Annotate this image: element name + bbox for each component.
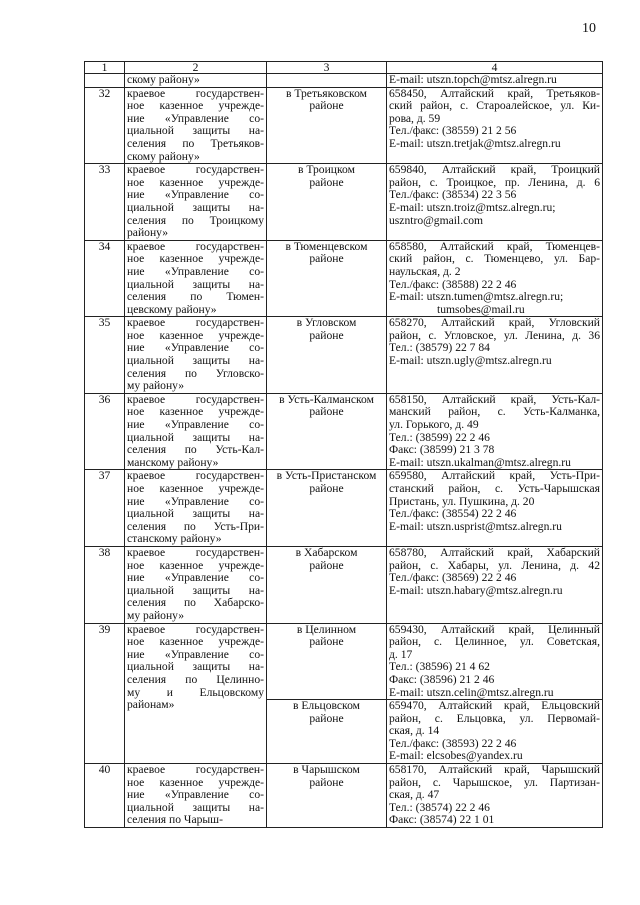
institution-name: [125, 393, 267, 470]
name-line: ное казенное учрежде-: [127, 558, 264, 572]
addr-line: район, с. Целинное, ул. Советская,: [389, 635, 600, 649]
contact-address: [387, 700, 603, 764]
continuation-row: [85, 74, 603, 88]
dist-line: районе: [309, 775, 344, 789]
name-line: краевое государствен-: [127, 239, 264, 253]
name-line: ние «Управление со-: [127, 647, 264, 661]
name-line: ное казенное учрежде-: [127, 99, 264, 113]
name-line: циальной защиты на-: [127, 200, 264, 214]
addr-line: станский район, с. Усть-Чарышская: [389, 482, 600, 495]
dist-line: в Усть-Калманском: [279, 392, 374, 406]
addr-line: 659840, Алтайский край, Троицкий: [389, 163, 600, 177]
name-line: ние «Управление со-: [127, 188, 264, 202]
addr-line: район, с. Троицкое, пр. Ленина, д. 6: [389, 175, 600, 189]
table-row: [85, 164, 603, 241]
name-line: краевое государствен-: [127, 392, 264, 406]
name-line: циальной защиты на-: [127, 124, 264, 138]
district-name: [267, 164, 387, 241]
table-row: [85, 764, 603, 828]
addr-line: 658150, Алтайский край, Усть-Кал-: [389, 392, 600, 406]
name-line: циальной защиты на-: [127, 277, 264, 291]
name-line: му району»: [127, 379, 185, 393]
dist-line: в Троицком: [298, 163, 355, 177]
name-line: ние «Управление со-: [127, 111, 264, 125]
institutions-table: [84, 61, 603, 828]
row-number: 33: [85, 164, 125, 241]
name-line: ное казенное учрежде-: [127, 252, 264, 266]
institution-name: [125, 764, 267, 828]
dist-line: в Угловском: [296, 316, 357, 330]
contact-address: [387, 623, 603, 700]
addr-line: 658780, Алтайский край, Хабарский: [389, 545, 600, 559]
name-line: циальной защиты на-: [127, 660, 264, 674]
contact-address: [387, 317, 603, 394]
continuation-name: скому району»: [125, 74, 267, 88]
row-number: 36: [85, 393, 125, 470]
row-number: 39: [85, 623, 125, 764]
name-line: ное казенное учрежде-: [127, 482, 264, 495]
name-line: цевскому району»: [127, 302, 217, 316]
contact-address: [387, 393, 603, 470]
addr-line: E-mail: utszn.celin@mtsz.alregn.ru: [389, 685, 554, 699]
column-header-4: 4: [387, 62, 603, 74]
name-line: манскому району»: [127, 455, 219, 469]
contact-address: [387, 470, 603, 547]
addr-line: Тел./факс: (38554) 22 2 46: [389, 507, 517, 521]
name-line: краевое государствен-: [127, 545, 264, 559]
addr-line: Тел./факс: (38593) 22 2 46: [389, 736, 517, 750]
district-name: [267, 623, 387, 700]
dist-line: в Хабарском: [295, 545, 358, 559]
dist-line: районе: [309, 558, 344, 572]
table-row: [85, 623, 603, 700]
name-line: краевое государствен-: [127, 163, 264, 177]
addr-line: Тел.: (38574) 22 2 46: [389, 800, 490, 814]
contact-address: [387, 240, 603, 317]
row-number: 32: [85, 87, 125, 164]
addr-line: район, с. Чарышское, ул. Партизан-: [389, 775, 600, 789]
institution-name: [125, 87, 267, 164]
addr-line: 659430, Алтайский край, Целинный: [389, 622, 600, 636]
dist-line: районе: [309, 405, 344, 419]
name-line: селения по Угловско-: [127, 366, 264, 380]
institution-name: [125, 623, 267, 764]
addr-line: E-mail: utszn.usprist@mtsz.alregn.ru: [389, 519, 562, 533]
name-line: селения по Усть-Кал-: [127, 443, 264, 457]
name-line: ное казенное учрежде-: [127, 328, 264, 342]
name-line: краевое государствен-: [127, 469, 264, 483]
name-line: ние «Управление со-: [127, 571, 264, 585]
dist-line: районе: [309, 175, 344, 189]
name-line: селения по Тюмен-: [127, 290, 264, 304]
contact-address: [387, 764, 603, 828]
addr-line: район, с. Хабары, ул. Ленина, д. 42: [389, 558, 600, 572]
district-name: [267, 470, 387, 547]
continuation-num: [85, 74, 125, 88]
row-number: 35: [85, 317, 125, 394]
contact-address: [387, 87, 603, 164]
name-line: районам»: [127, 698, 175, 712]
table-row: [85, 317, 603, 394]
addr-line: Пристань, ул. Пушкина, д. 20: [389, 494, 535, 508]
name-line: краевое государствен-: [127, 316, 264, 330]
addr-line: 658170, Алтайский край, Чарышский: [389, 763, 600, 777]
dist-line: районе: [309, 635, 344, 649]
district-name: [267, 317, 387, 394]
district-name: [267, 87, 387, 164]
addr-line: район, с. Ельцовка, ул. Первомай-: [389, 711, 600, 725]
column-header-3: 3: [267, 62, 387, 74]
contact-address: [387, 546, 603, 623]
name-line: ное казенное учрежде-: [127, 175, 264, 189]
addr-line: E-mail: utszn.tumen@mtsz.alregn.ru;: [389, 290, 564, 304]
table-row: [85, 470, 603, 547]
institution-name: [125, 164, 267, 241]
addr-line: ская, д. 47: [389, 788, 440, 802]
name-line: станскому району»: [127, 532, 222, 546]
addr-line: Факс: (38574) 22 1 01: [389, 813, 495, 827]
institution-name: [125, 546, 267, 623]
name-line: краевое государствен-: [127, 86, 264, 100]
addr-line: ский район, с. Тюменцево, ул. Бар-: [389, 252, 600, 266]
addr-line: Тел./факс: (38559) 21 2 56: [389, 124, 517, 138]
name-line: циальной защиты на-: [127, 507, 264, 521]
district-name: [267, 546, 387, 623]
contact-address: [387, 164, 603, 241]
dist-line: районе: [309, 99, 344, 113]
addr-line: рова, д. 59: [389, 111, 441, 125]
dist-line: районе: [309, 482, 344, 495]
addr-line: ский район, с. Староалейское, ул. Ки-: [389, 99, 600, 113]
addr-line: Факс: (38596) 21 2 46: [389, 672, 495, 686]
addr-line: E-mail: utszn.habary@mtsz.alregn.ru: [389, 583, 563, 597]
dist-line: районе: [309, 252, 344, 266]
name-line: селения по Хабарско-: [127, 596, 264, 610]
addr-line: ул. Горького, д. 49: [389, 418, 479, 432]
addr-line: 659470, Алтайский край, Ельцовский: [389, 699, 600, 713]
addr-line: 658270, Алтайский край, Угловский: [389, 316, 600, 330]
name-line: ное казенное учрежде-: [127, 775, 264, 789]
institution-name: [125, 317, 267, 394]
addr-line: д. 17: [389, 647, 413, 661]
district-name: [267, 700, 387, 764]
name-line: ние «Управление со-: [127, 264, 264, 278]
name-line: району»: [127, 226, 169, 240]
name-line: селения по Усть-При-: [127, 519, 264, 533]
name-line: краевое государствен-: [127, 763, 264, 777]
name-line: ние «Управление со-: [127, 494, 264, 508]
district-name: [267, 764, 387, 828]
addr-line: 659580, Алтайский край, Усть-При-: [389, 469, 600, 483]
addr-line: манский район, с. Усть-Калманка,: [389, 405, 600, 419]
name-line: му и Ельцовскому: [127, 685, 264, 699]
continuation-address: E-mail: utszn.topch@mtsz.alregn.ru: [387, 74, 603, 88]
addr-line: Тел./факс: (38588) 22 2 46: [389, 277, 517, 291]
row-number: 37: [85, 470, 125, 547]
continuation-district: [267, 74, 387, 88]
dist-line: в Тюменцевском: [285, 239, 368, 253]
addr-line: E-mail: utszn.tretjak@mtsz.alregn.ru: [389, 136, 561, 150]
table-row: [85, 393, 603, 470]
dist-line: в Третьяковском: [286, 86, 367, 100]
dist-line: районе: [309, 711, 344, 725]
name-line: краевое государствен-: [127, 622, 264, 636]
name-line: скому району»: [127, 149, 200, 163]
addr-line: Тел.: (38599) 22 2 46: [389, 430, 490, 444]
row-number: 38: [85, 546, 125, 623]
dist-line: в Целинном: [296, 622, 357, 636]
row-number: 40: [85, 764, 125, 828]
column-header-2: 2: [125, 62, 267, 74]
addr-line: ская, д. 14: [389, 724, 440, 738]
dist-line: в Усть-Пристанском: [276, 469, 377, 483]
name-line: циальной защиты на-: [127, 430, 264, 444]
addr-line: E-mail: elcsobes@yandex.ru: [389, 749, 523, 763]
name-line: ние «Управление со-: [127, 418, 264, 432]
table-row: [85, 240, 603, 317]
dist-line: в Ельцовском: [292, 699, 361, 713]
name-line: циальной защиты на-: [127, 583, 264, 597]
addr-line: Тел.: (38596) 21 4 62: [389, 660, 490, 674]
addr-line: Тел.: (38579) 22 7 84: [389, 341, 490, 355]
addr-line: наульская, д. 2: [389, 264, 461, 278]
name-line: циальной защиты на-: [127, 800, 264, 814]
row-number: 34: [85, 240, 125, 317]
addr-line: Факс: (38599) 21 3 78: [389, 443, 495, 457]
district-name: [267, 240, 387, 317]
addr-line: E-mail: utszn.ukalman@mtsz.alregn.ru: [389, 455, 571, 469]
name-line: му району»: [127, 608, 185, 622]
header-row: [85, 62, 603, 74]
name-line: циальной защиты на-: [127, 354, 264, 368]
name-line: селения по Чарыш-: [127, 813, 223, 827]
addr-line: 658580, Алтайский край, Тюменцев-: [389, 239, 600, 253]
addr-line: 658450, Алтайский край, Третьяков-: [389, 86, 600, 100]
name-line: ние «Управление со-: [127, 788, 264, 802]
column-header-1: 1: [85, 62, 125, 74]
name-line: ное казенное учрежде-: [127, 405, 264, 419]
dist-line: в Чарышском: [293, 763, 360, 777]
addr-line: район, с. Угловское, ул. Ленина, д. 36: [389, 328, 600, 342]
institution-name: [125, 470, 267, 547]
addr-line: uszntro@gmail.com: [389, 213, 484, 227]
dist-line: районе: [309, 328, 344, 342]
table-row: [85, 87, 603, 164]
addr-line: E-mail: utszn.ugly@mtsz.alregn.ru: [389, 354, 552, 368]
name-line: селения по Троицкому: [127, 213, 264, 227]
addr-line: tumsobes@mail.ru: [437, 302, 525, 316]
addr-line: Тел./факс: (38569) 22 2 46: [389, 571, 517, 585]
addr-line: Тел./факс: (38534) 22 3 56: [389, 188, 517, 202]
table-row: [85, 546, 603, 623]
name-line: селения по Третьяков-: [127, 136, 264, 150]
name-line: ное казенное учрежде-: [127, 635, 264, 649]
district-name: [267, 393, 387, 470]
name-line: селения по Целинно-: [127, 672, 264, 686]
addr-line: E-mail: utszn.troiz@mtsz.alregn.ru;: [389, 200, 556, 214]
name-line: ние «Управление со-: [127, 341, 264, 355]
institution-name: [125, 240, 267, 317]
page-number: 10: [582, 21, 596, 36]
